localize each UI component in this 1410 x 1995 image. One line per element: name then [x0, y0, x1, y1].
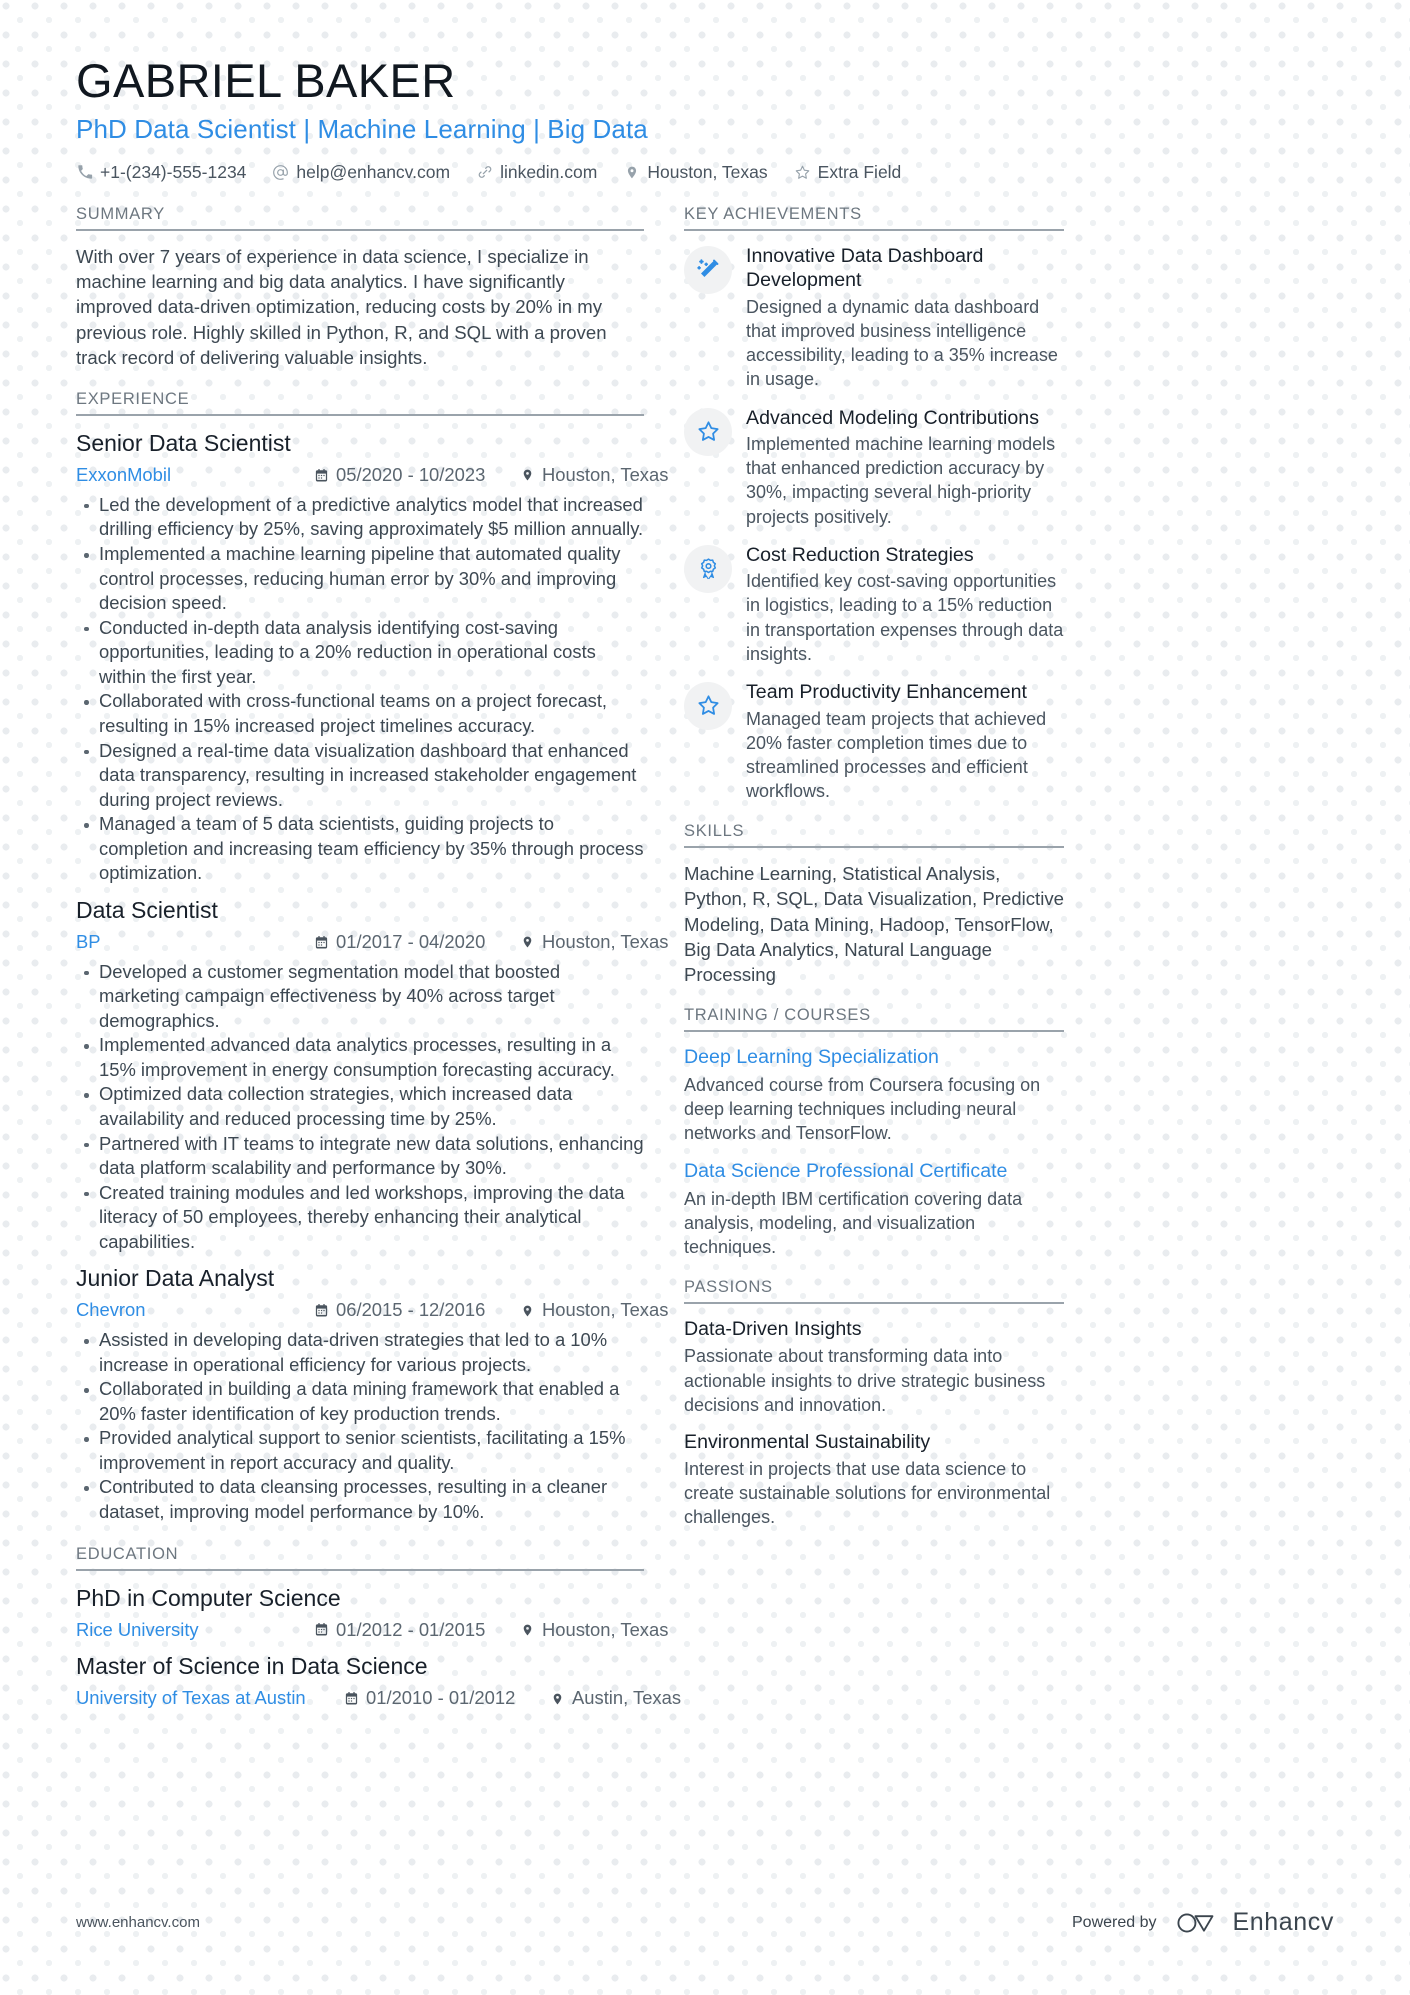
- job-title: Junior Data Analyst: [76, 1265, 275, 1292]
- magic-wand-icon: [684, 246, 732, 294]
- education-entry: [76, 1652, 682, 1711]
- course-description: Advanced course from Coursera focusing on deep learning techniques including neural networks and TensorFlow.: [684, 1074, 1041, 1144]
- map-pin-icon: [520, 467, 535, 483]
- section-skills: [684, 822, 1064, 987]
- achievement-body: [746, 406, 1064, 529]
- passion-item: [684, 1317, 1064, 1417]
- bullet-item: Implemented a machine learning pipeline that automated quality control processes, reducing human error by 30% and improving decision speed.: [76, 542, 644, 616]
- bullet-item: Collaborated in building a data mining framework that enabled a 20% faster identification of key production trends.: [76, 1377, 644, 1426]
- bullet-item: Partnered with IT teams to integrate new data solutions, enhancing data platform scalability and performance by 30%.: [76, 1132, 644, 1181]
- course-title[interactable]: Data Science Professional Certificate: [684, 1160, 1008, 1183]
- contact-row: [76, 162, 1334, 183]
- section-experience: [76, 390, 669, 1524]
- bullet-item: Managed a team of 5 data scientists, guiding projects to completion and increasing team efficiency by 35% through process optimization.: [76, 812, 644, 886]
- bullet-item: Optimized data collection strategies, which increased data availability and reduced processing time by 25%.: [76, 1082, 644, 1131]
- job-company[interactable]: BP: [76, 930, 101, 952]
- contact-extra-field: [794, 162, 902, 183]
- school-name[interactable]: Rice University: [76, 1618, 199, 1640]
- contact-linkedin-text: linkedin.com: [500, 161, 598, 182]
- contact-email-text: help@enhancv.com: [296, 161, 451, 182]
- education-entry: [76, 1584, 669, 1643]
- achievement-item: [684, 543, 1064, 666]
- section-training-courses: [684, 1006, 1064, 1259]
- award-ribbon-icon: [684, 545, 732, 593]
- at-email-icon: [272, 164, 289, 181]
- achievement-description: Identified key cost-saving opportunities in logistics, leading to a 15% reduction in transportation expenses through data insights.: [746, 571, 1064, 664]
- phone-icon: [76, 164, 93, 181]
- calendar-icon: [314, 1622, 329, 1638]
- map-pin-icon: [520, 934, 535, 950]
- job-company[interactable]: Chevron: [76, 1299, 146, 1321]
- achievement-body: [746, 543, 1064, 666]
- passion-title: Data-Driven Insights: [684, 1317, 862, 1340]
- bullet-item: Led the development of a predictive analytics model that increased drilling efficiency by 25%, saving approximately $5 million annually.: [76, 493, 644, 542]
- star-outline-icon: [794, 164, 811, 181]
- enhancv-mark-icon: [1175, 1910, 1221, 1936]
- bullet-item: Created training modules and led workshops, improving the data literacy of 50 employees, thereby enhancing their analytical capabilities.: [76, 1181, 644, 1255]
- contact-email[interactable]: [272, 162, 450, 183]
- achievement-item: [684, 680, 1064, 803]
- job-title: Data Scientist: [76, 896, 218, 923]
- bullet-item: Conducted in-depth data analysis identifying cost-saving opportunities, leading to a 20% reduction in operational costs within the first year.: [76, 616, 644, 690]
- calendar-icon: [344, 1691, 359, 1707]
- achievement-title: Advanced Modeling Contributions: [746, 406, 1039, 429]
- job-location-text: Houston, Texas: [542, 464, 669, 486]
- job-title: Senior Data Scientist: [76, 430, 291, 457]
- calendar-icon: [314, 934, 329, 950]
- skills-heading: SKILLS: [684, 822, 1064, 848]
- course-title[interactable]: Deep Learning Specialization: [684, 1046, 939, 1069]
- map-pin-icon: [623, 164, 640, 181]
- achievements-heading: KEY ACHIEVEMENTS: [684, 205, 1064, 231]
- section-key-achievements: [684, 205, 1064, 803]
- job-dates-text: 01/2017 - 04/2020: [336, 930, 486, 952]
- powered-by-label: Powered by: [1072, 1913, 1157, 1931]
- page-footer: [76, 1908, 1334, 1937]
- experience-heading: EXPERIENCE: [76, 390, 644, 416]
- job-dates-text: 05/2020 - 10/2023: [336, 464, 486, 486]
- job-bullets: [76, 960, 644, 1255]
- experience-entry: [76, 429, 669, 886]
- job-bullets: [76, 493, 644, 886]
- job-bullets: [76, 1328, 644, 1525]
- education-meta: [76, 1618, 669, 1643]
- section-passions: [684, 1278, 1064, 1530]
- contact-location-text: Houston, Texas: [647, 161, 768, 182]
- education-location-text: Houston, Texas: [542, 1618, 669, 1640]
- bullet-item: Developed a customer segmentation model that boosted marketing campaign effectiveness by 40% across target demographics.: [76, 960, 644, 1034]
- job-location-text: Houston, Texas: [542, 930, 669, 952]
- calendar-icon: [314, 1303, 329, 1319]
- bullet-item: Assisted in developing data-driven strategies that led to a 10% increase in operational efficiency for various projects.: [76, 1328, 644, 1377]
- job-location: [520, 1298, 668, 1323]
- course-description: An in-depth IBM certification covering data analysis, modeling, and visualization techniques.: [684, 1188, 1023, 1257]
- contact-phone-text: +1-(234)-555-1234: [100, 161, 247, 182]
- candidate-headline: PhD Data Scientist | Machine Learning | Big Data: [76, 113, 648, 144]
- contact-location: [623, 162, 767, 183]
- education-location: [520, 1618, 668, 1643]
- passions-heading: PASSIONS: [684, 1278, 1064, 1304]
- link-icon: [476, 164, 493, 181]
- education-dates-text: 01/2010 - 01/2012: [366, 1687, 516, 1709]
- section-summary: [76, 205, 644, 370]
- education-location: [550, 1686, 681, 1711]
- course-item: [684, 1159, 1064, 1259]
- job-meta: [76, 930, 669, 955]
- experience-entry: [76, 896, 669, 1254]
- bullet-item: Implemented advanced data analytics processes, resulting in a 15% improvement in energy consumption forecasting accuracy.: [76, 1033, 644, 1082]
- degree-title: PhD in Computer Science: [76, 1584, 341, 1611]
- star-outline-icon: [684, 408, 732, 456]
- job-location: [520, 463, 668, 488]
- achievement-title: Team Productivity Enhancement: [746, 680, 1027, 703]
- summary-text: With over 7 years of experience in data science, I specialize in machine learning and big data analytics. I have significantly improved data-driven optimization, reducing costs by 20% in my previous role. Highly skilled in Python, R, and SQL with a proven track record of delivering valuable insights.: [76, 245, 607, 368]
- contact-linkedin[interactable]: [476, 162, 597, 183]
- enhancv-logo: [1175, 1908, 1335, 1937]
- passion-description: Interest in projects that use data science to create sustainable solutions for environmental challenges.: [684, 1459, 1051, 1528]
- map-pin-icon: [520, 1622, 535, 1638]
- education-dates: [344, 1686, 530, 1711]
- education-heading: EDUCATION: [76, 1545, 644, 1571]
- footer-branding: [1072, 1908, 1334, 1937]
- education-dates-text: 01/2012 - 01/2015: [336, 1618, 486, 1640]
- education-dates: [314, 1618, 500, 1643]
- education-location-text: Austin, Texas: [572, 1687, 682, 1709]
- course-item: [684, 1045, 1064, 1145]
- experience-entry: [76, 1264, 669, 1524]
- job-location: [520, 930, 668, 955]
- achievement-title: Innovative Data Dashboard Development: [746, 244, 984, 292]
- footer-website[interactable]: www.enhancv.com: [76, 1914, 200, 1931]
- job-meta: [76, 1298, 669, 1323]
- achievement-item: [684, 406, 1064, 529]
- job-dates: [314, 1298, 500, 1323]
- degree-title: Master of Science in Data Science: [76, 1653, 428, 1680]
- skills-list: Machine Learning, Statistical Analysis, Python, R, SQL, Data Visualization, Predictive Modeling, Data Mining, Hadoop, TensorFlow, Big Data Analytics, Natural Language Processing: [684, 862, 1064, 986]
- job-location-text: Houston, Texas: [542, 1299, 669, 1321]
- training-heading: TRAINING / COURSES: [684, 1006, 1064, 1032]
- achievement-description: Implemented machine learning models that enhanced prediction accuracy by 30%, impacting several high-priority projects positively.: [746, 434, 1056, 527]
- left-column: [76, 204, 682, 1731]
- bullet-item: Designed a real-time data visualization dashboard that enhanced data transparency, resulting in increased stakeholder engagement during project reviews.: [76, 739, 644, 813]
- achievement-description: Managed team projects that achieved 20% faster completion times due to streamlined processes and efficient workflows.: [746, 708, 1047, 801]
- bullet-item: Collaborated with cross-functional teams on a project forecast, resulting in 15% increased project timelines accuracy.: [76, 689, 644, 738]
- calendar-icon: [314, 467, 329, 483]
- bullet-item: Provided analytical support to senior scientists, facilitating a 15% improvement in report accuracy and quality.: [76, 1426, 644, 1475]
- contact-extra-field-text: Extra Field: [817, 161, 902, 182]
- achievement-title: Cost Reduction Strategies: [746, 543, 974, 566]
- section-education: [76, 1544, 682, 1711]
- achievement-description: Designed a dynamic data dashboard that improved business intelligence accessibility, leading to a 35% increase in usage.: [746, 297, 1058, 390]
- passion-item: [684, 1430, 1064, 1530]
- bullet-item: Contributed to data cleansing processes, resulting in a cleaner dataset, improving model performance by 10%.: [76, 1475, 644, 1524]
- achievement-body: [746, 680, 1064, 803]
- job-dates: [314, 930, 500, 955]
- resume-header: [76, 0, 1334, 183]
- job-meta: [76, 463, 669, 488]
- right-column: [684, 205, 1064, 1549]
- education-meta: [76, 1686, 682, 1711]
- job-company[interactable]: ExxonMobil: [76, 464, 172, 486]
- summary-heading: SUMMARY: [76, 205, 644, 231]
- job-dates: [314, 463, 500, 488]
- achievement-item: [684, 244, 1064, 392]
- star-outline-icon: [684, 682, 732, 730]
- passion-description: Passionate about transforming data into actionable insights to drive strategic business decisions and innovation.: [684, 1346, 1046, 1415]
- enhancv-wordmark: Enhancv: [1232, 1908, 1334, 1936]
- school-name[interactable]: University of Texas at Austin: [76, 1687, 306, 1709]
- map-pin-icon: [520, 1303, 535, 1319]
- contact-phone[interactable]: [76, 162, 246, 183]
- job-dates-text: 06/2015 - 12/2016: [336, 1299, 486, 1321]
- map-pin-icon: [550, 1691, 565, 1707]
- candidate-name: GABRIEL BAKER: [76, 54, 456, 107]
- passion-title: Environmental Sustainability: [684, 1430, 931, 1453]
- resume-columns: [76, 205, 1334, 1731]
- achievement-body: [746, 244, 1064, 392]
